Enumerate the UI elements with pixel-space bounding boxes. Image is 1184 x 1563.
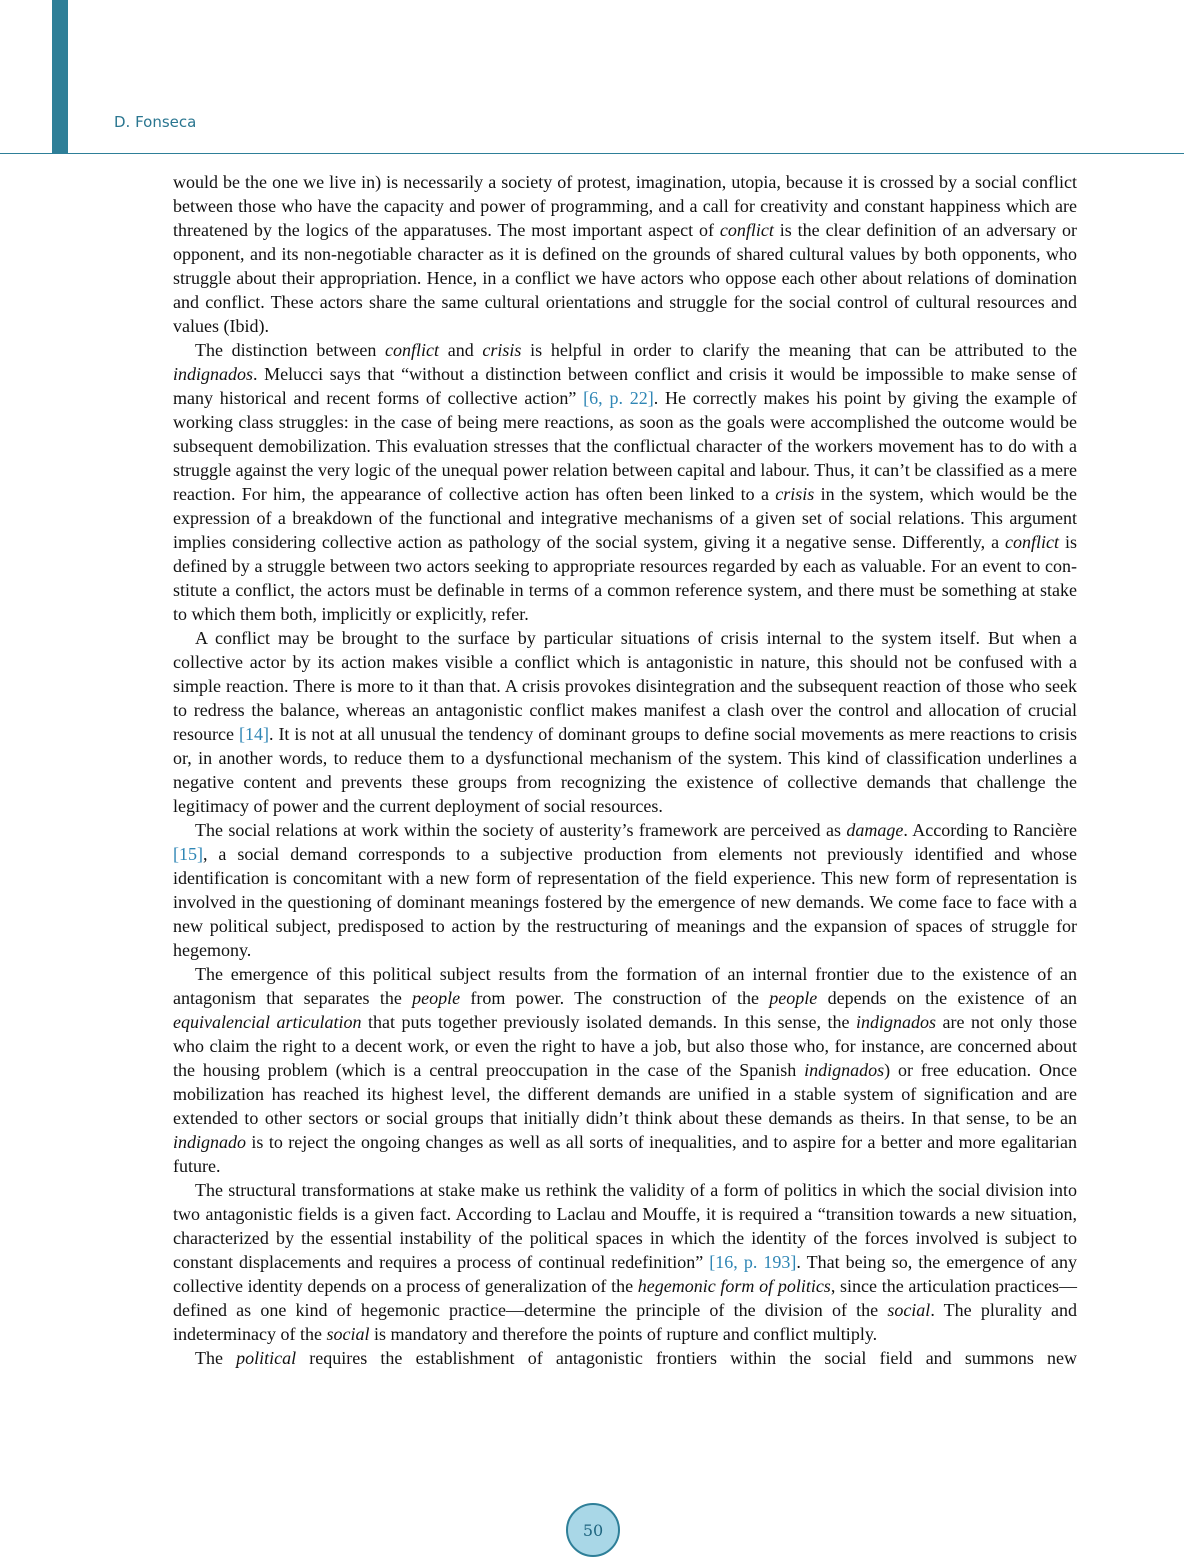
text-run: is defined by a struggle between two actors seeking to appropriate resources regarded by each as valuable. For an event to constitute a conflict, the actors must be definable in terms of a common reference system, and there must be something at stake to which them both, implicitly or explicitly, refer. (173, 532, 1077, 624)
text-run: is the clear definition of an adversary or opponent, and its non-negotiable character as it is defined on the grounds of shared cultural values by both opponents, who struggle about their appropriation. Hence, in a conflict we have actors who oppose each other about relations of domination and conflict. These actors share the same cultural orientations and struggle for the social control of cultural resources and values (Ibid). (173, 220, 1077, 336)
text-run: The (195, 1348, 237, 1368)
text-run: in the system, which would be the expression of a breakdown of the functional and integrative mechanisms of a given set of social relations. This argument implies considering collective action as pathology of the social system, giving it a negative sense. Differently, a (173, 484, 1077, 552)
paragraph (173, 170, 1077, 338)
text-run: The social relations at work within the society of austerity’s framework are perceived as (195, 820, 847, 840)
text-run: A conflict may be brought to the surface by particular situations of crisis internal to the system itself. But when a collective actor by its action makes visible a conflict which is antagonistic in nature, this should not be confused with a simple reaction. There is more to it than that. A crisis provokes disintegration and the subsequent reaction of those who seek to redress the balance, whereas an antagonistic conflict makes manifest a clash over the control and allocation of crucial resource (173, 628, 1077, 744)
text-run: . It is not at all unusual the tendency of dominant groups to define social movements as mere reactions to crisis or, in another words, to reduce them to a dysfunctional mechanism of the system. This kind of classification underlines a negative content and prevents these groups from recognizing the existence of collective demands that challenge the legitimacy of power and the current deployment of social resources. (173, 724, 1077, 816)
italic-term: people (769, 988, 818, 1008)
text-run: that puts together previously isolated demands. In this sense, the (361, 1012, 856, 1032)
page-number-badge: 50 (566, 1503, 620, 1557)
text-run: , a social demand corresponds to a subjective production from elements not previously identified and whose identification is concomitant with a new form of representation of the field experience. This new form of representation is involved in the questioning of dominant meanings fostered by the emergence of new demands. We come face to face with a new political subject, predisposed to action by the restructuring of meanings and the expansion of spaces of struggle for hegemony. (173, 844, 1077, 960)
text-run: is to reject the ongoing changes as well as all sorts of inequalities, and to aspire for a better and more egalitarian future. (173, 1132, 1077, 1176)
text-run: The structural transformations at stake make us rethink the validity of a form of politics in which the social division into two antagonistic fields is a given fact. According to Laclau and Mouffe, it is required a “transition towards a new situation, characterized by the essential instability of the political spaces in which the identity of the forces involved is subject to constant displacements and requires a process of continual redefinition” (173, 1180, 1077, 1272)
italic-term: political (236, 1348, 297, 1368)
text-run: . That being so, the emergence of any collective identity depends on a process of generalization of the (173, 1252, 1077, 1296)
text-run: from power. The construction of the (460, 988, 770, 1008)
italic-term: indignados (804, 1060, 885, 1080)
header-accent-bar (52, 0, 68, 153)
paragraph (173, 1346, 1077, 1370)
italic-term: conflict (385, 340, 440, 360)
italic-term: social (326, 1324, 370, 1344)
text-run: . He correctly makes his point by giving the example of working class struggles: in the case of being mere reactions, as soon as the goals were accomplished the outcome would be subsequent demobilization. This evaluation stresses that the conflictual character of the workers movement has to do with a struggle against the very logic of the unequal power relation between capital and labour. Thus, it can’t be classified as a mere reaction. For him, the appearance of collective action has often been linked to a (173, 388, 1078, 504)
citation-link[interactable]: [16, p. 193] (709, 1252, 797, 1272)
italic-term: conflict (1005, 532, 1060, 552)
citation-link[interactable]: [14] (238, 724, 269, 744)
italic-term: crisis (482, 340, 522, 360)
italic-term: social (887, 1300, 931, 1320)
text-run: requires the establishment of antagonistic frontiers within the social field and summons new (296, 1348, 1077, 1368)
text-run: . According to Rancière (903, 820, 1077, 840)
citation-link[interactable]: [6, p. 22] (583, 388, 654, 408)
text-run: ) or free education. Once mobilization has reached its highest level, the different demands are unified in a stable system of signification and are extended to other sectors or social groups that initially didn’t think about these demands as theirs. In that sense, to be an (173, 1060, 1077, 1128)
text-run: is mandatory and therefore the points of rupture and conflict multiply. (369, 1324, 878, 1344)
text-run: The emergence of this political subject results from the formation of an internal frontier due to the existence of an antagonism that separates the (173, 964, 1077, 1008)
paragraph (173, 962, 1077, 1178)
text-run: and (439, 340, 483, 360)
paragraph (173, 1178, 1077, 1346)
text-run: . The plurality and indeterminacy of the (173, 1300, 1077, 1344)
italic-term: damage (846, 820, 904, 840)
paragraph (173, 626, 1077, 818)
text-run: depends on the existence of an (817, 988, 1077, 1008)
paragraph (173, 338, 1077, 626)
text-run: . Melucci says that “without a distinction between conflict and crisis it would be impossible to make sense of many historical and recent forms of collective action” (173, 364, 1077, 408)
paragraph (173, 818, 1077, 962)
article-body (173, 170, 1077, 1370)
italic-term: indignados (855, 1012, 936, 1032)
italic-term: indignado (173, 1132, 247, 1152)
text-run: , since the articulation practices—defined as one kind of hegemonic practice—determine the principle of the division of the (173, 1276, 1077, 1320)
italic-term: crisis (775, 484, 815, 504)
italic-term: conflict (719, 220, 774, 240)
text-run: is helpful in order to clarify the meaning that can be attributed to the (521, 340, 1078, 360)
text-run: The distinction between (195, 340, 386, 360)
text-run: are not only those who claim the right to a decent work, or even the right to have a job, but also those who, for instance, are concerned about the housing problem (which is a central preoccupation in the case of the Spanish (173, 1012, 1077, 1080)
italic-term: indignados (173, 364, 254, 384)
italic-term: equivalencial articulation (173, 1012, 362, 1032)
text-run: would be the one we live in) is necessarily a society of protest, imagination, utopia, because it is crossed by a social conflict between those who have the capacity and power of programming, and a call for creativity and constant happiness which are threatened by the logics of the apparatuses. The most important aspect of (173, 172, 1077, 240)
italic-term: people (412, 988, 461, 1008)
citation-link[interactable]: [15] (173, 844, 203, 864)
running-header-author: D. Fonseca (114, 113, 197, 131)
italic-term: hegemonic form of politics (637, 1276, 831, 1296)
header-divider (0, 153, 1184, 154)
